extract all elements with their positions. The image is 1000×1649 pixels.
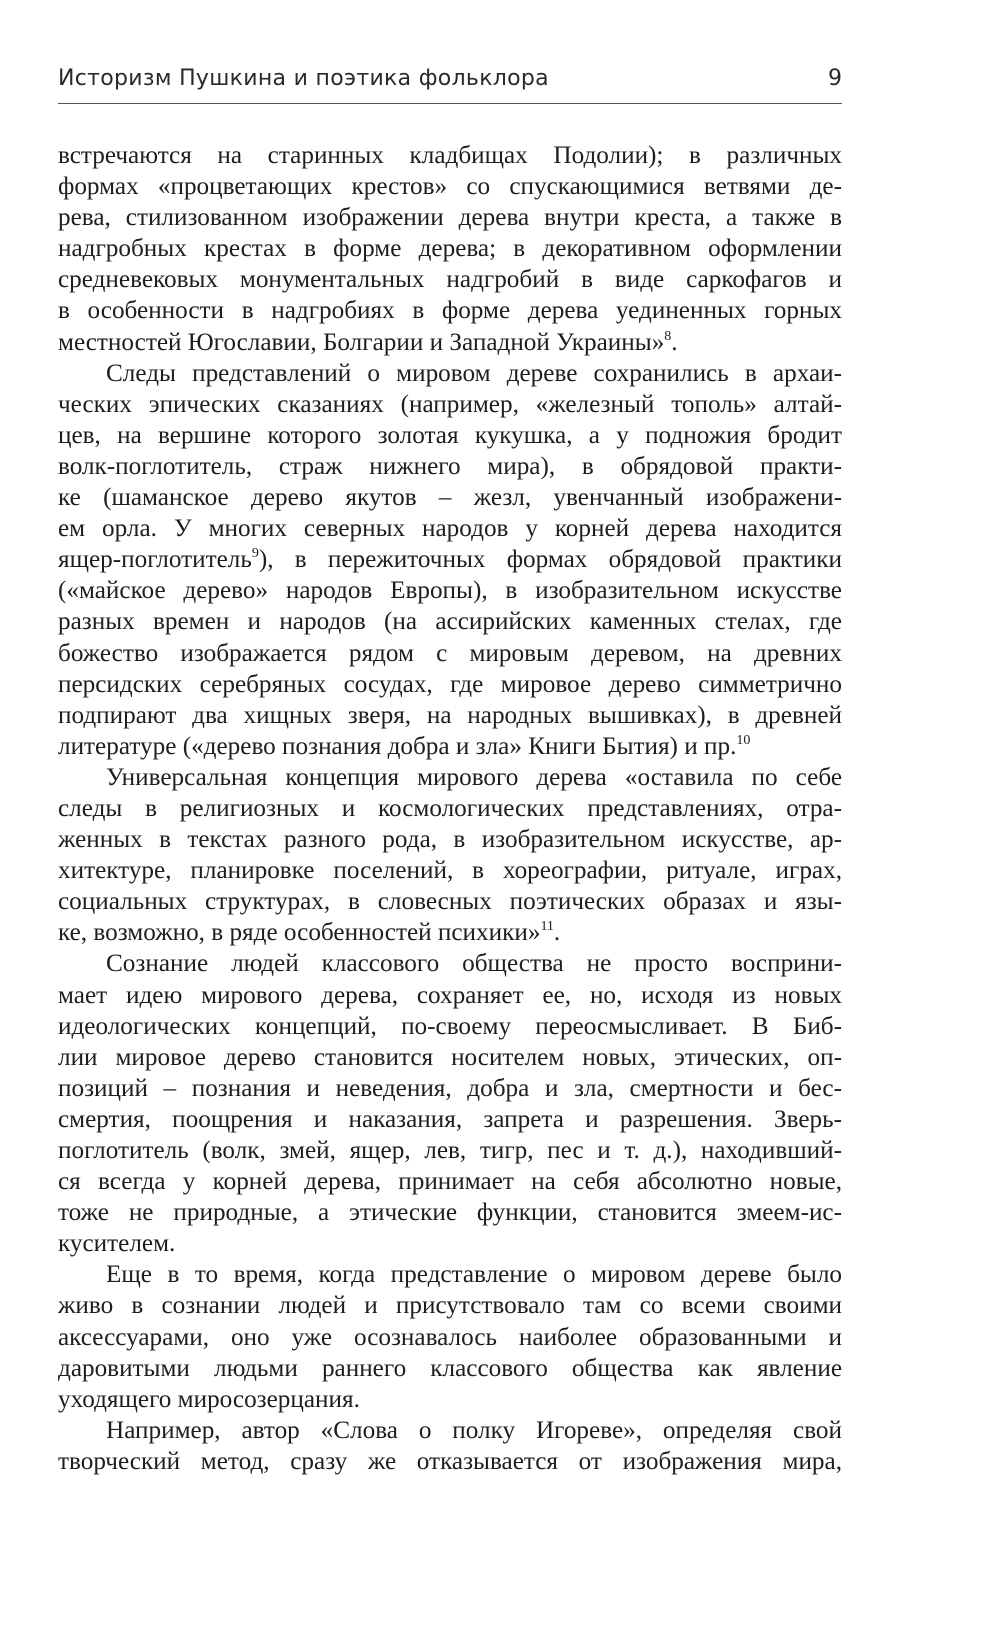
text-line: аксессуарами, оно уже осознавалось наиболее образованными и — [58, 1323, 842, 1351]
text-line: хитектуре, планировке поселений, в хореографии, ритуале, играх, — [58, 857, 842, 885]
footnote-ref: 11 — [540, 919, 554, 935]
text-line: средневековых монументальных надгробий в виде саркофагов и — [58, 266, 842, 294]
text-line: рева, стилизованном изображении дерева внутри креста, а также в — [58, 204, 842, 232]
text-line: разных времен и народов (на ассирийских каменных стелах, где — [58, 608, 842, 636]
text-line: кусителем. — [58, 1230, 176, 1258]
text-line — [58, 917, 842, 948]
text-line: мает идею мирового дерева, сохраняет ее, но, исходя из новых — [58, 981, 842, 1009]
text-line: в особенности в надгробиях в форме дерева уединенных горных — [58, 297, 842, 325]
footnote-ref: 9 — [251, 546, 259, 562]
text-line: живо в сознании людей и присутствовало там со всеми своими — [58, 1292, 842, 1320]
text-line: даровитыми людьми раннего классового общества как явление — [58, 1354, 842, 1382]
text-line — [58, 731, 842, 762]
text-fragment: ), в пережиточных формах обрядовой практики — [258, 546, 842, 574]
text-line: смертия, поощрения и наказания, запрета и разрешения. Зверь- — [58, 1105, 842, 1133]
text-line: позиций – познания и неведения, добра и зла, смертности и бес- — [58, 1074, 842, 1102]
footnote-ref: 10 — [736, 732, 751, 748]
text-line: Сознание людей классового общества не просто восприни- — [106, 950, 842, 978]
text-line: социальных структурах, в словесных поэтических образах и язы- — [58, 888, 842, 916]
running-header — [58, 60, 842, 104]
text-line: Еще в то время, когда представление о мировом дереве было — [106, 1261, 842, 1289]
text-line: следы в религиозных и космологических представлениях, отра- — [58, 794, 842, 822]
running-title: Историзм Пушкина и поэтика фольклора — [58, 66, 549, 91]
body-text — [58, 140, 842, 1477]
text-line: уходящего миросозерцания. — [58, 1385, 360, 1413]
text-line: лии мировое дерево становится носителем новых, этических, оп- — [58, 1043, 842, 1071]
text-line: ем орла. У многих северных народов у корней дерева находится — [58, 515, 842, 543]
text-fragment: . — [553, 919, 561, 947]
text-fragment: местностей Югославии, Болгарии и Западной Украины» — [58, 328, 665, 356]
text-line: надгробных крестах в форме дерева; в декоративном оформлении — [58, 235, 842, 263]
text-line: цев, на вершине которого золотая кукушка, а у подножия бродит — [58, 421, 842, 449]
text-line: Универсальная концепция мирового дерева «оставила по себе — [106, 763, 842, 791]
text-line: Например, автор «Слова о полку Игореве», определяя свой — [106, 1416, 842, 1444]
text-fragment: ке, возможно, в ряде особенностей психики» — [58, 919, 541, 947]
text-line: ке (шаманское дерево якутов – жезл, увенчанный изображени- — [58, 484, 842, 512]
text-fragment: ящер-поглотитель — [58, 546, 252, 574]
text-line: Следы представлений о мировом дереве сохранились в архаи- — [106, 359, 842, 387]
text-line: персидских серебряных сосудах, где мировое дерево симметрично — [58, 670, 842, 698]
text-line: творческий метод, сразу же отказывается от изображения мира, — [58, 1447, 842, 1475]
text-fragment: . — [671, 328, 678, 356]
text-line: тоже не природные, а этические функции, становится змеем-ис- — [58, 1199, 842, 1227]
text-line: ческих эпических сказаниях (например, «железный тополь» алтай- — [58, 390, 842, 418]
text-line: идеологических концепций, по-своему переосмысливает. В Биб- — [58, 1012, 842, 1040]
text-line: встречаются на старинных кладбищах Подолии); в различных — [58, 142, 842, 169]
text-line: божество изображается рядом с мировым деревом, на древних — [58, 639, 842, 667]
text-line: женных в текстах разного рода, в изобразительном искусстве, ар- — [58, 826, 842, 854]
text-line: поглотитель (волк, змей, ящер, лев, тигр, пес и т. д.), находивший- — [58, 1137, 842, 1164]
text-line: («майское дерево» народов Европы), в изобразительном искусстве — [58, 577, 842, 605]
text-line: формах «процветающих крестов» со спускающимися ветвями де- — [58, 173, 842, 201]
text-line: волк-поглотитель, страж нижнего мира), в обрядовой практи- — [58, 452, 842, 480]
footnote-ref: 8 — [664, 328, 672, 344]
text-line — [58, 327, 842, 358]
text-line — [58, 544, 842, 575]
text-fragment: литературе («дерево познания добра и зла» Книги Бытия) и пр. — [58, 732, 737, 760]
text-line: подпирают два хищных зверя, на народных вышивках), в древней — [58, 701, 842, 729]
page-number: 9 — [828, 66, 842, 91]
text-line: ся всегда у корней дерева, принимает на себя абсолютно новые, — [58, 1168, 842, 1196]
